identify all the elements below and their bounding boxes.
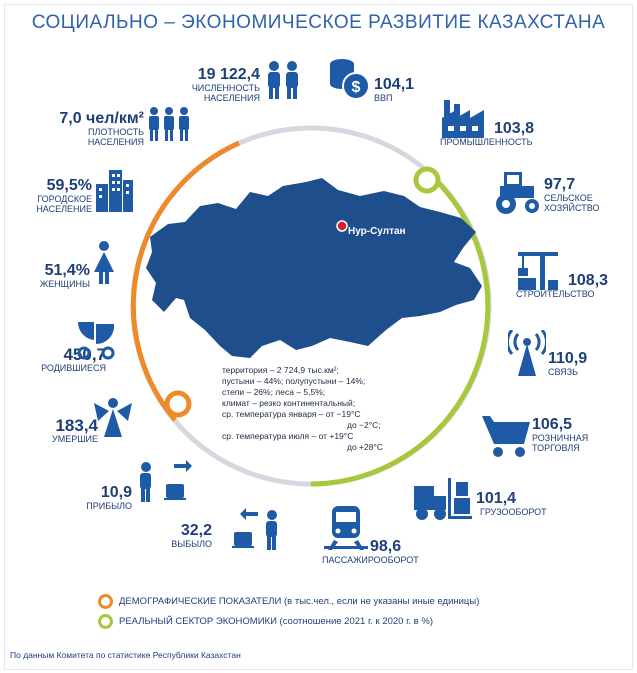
value: 106,5 xyxy=(532,416,573,433)
fact-line: до +28°C xyxy=(347,442,384,452)
fact-line: пустыни – 44%; полупустыни – 14%; xyxy=(222,376,366,386)
indicator-retail xyxy=(532,416,622,453)
indicator-industry xyxy=(440,120,560,147)
value: 108,3 xyxy=(568,272,609,289)
antenna-icon xyxy=(508,330,546,378)
label: СЕЛЬСКОЕ xyxy=(544,193,593,203)
fact-line: до −2°C; xyxy=(347,420,381,430)
label: ХОЗЯЙСТВО xyxy=(544,203,600,213)
value: 101,4 xyxy=(476,490,517,507)
value: 32,2 xyxy=(180,522,212,539)
value: 59,5% xyxy=(46,177,92,194)
value: 19 122,4 xyxy=(197,66,260,83)
value: 10,9 xyxy=(100,484,132,501)
label: СТРОИТЕЛЬСТВО xyxy=(516,289,595,299)
city-icon xyxy=(94,168,134,214)
indicator-agriculture xyxy=(544,176,624,213)
label: ПЛОТНОСТЬ xyxy=(88,127,144,137)
value: 183,4 xyxy=(55,416,98,435)
indicator-cargo xyxy=(476,490,566,517)
label: СВЯЗЬ xyxy=(548,367,579,377)
indicator-women xyxy=(20,262,90,289)
arrival-icon xyxy=(134,460,194,504)
source-footnote: По данным Комитета по статистике Республики Казахстан xyxy=(10,650,241,660)
tractor-icon xyxy=(490,168,546,216)
green-ring-icon xyxy=(98,614,113,629)
value: 51,4% xyxy=(44,262,90,279)
capital-marker xyxy=(337,221,347,231)
density-icon xyxy=(146,104,192,148)
woman-icon xyxy=(92,240,116,286)
population-icon xyxy=(262,58,304,102)
value: 104,1 xyxy=(374,76,415,93)
indicator-passenger xyxy=(322,538,452,565)
fact-line: ср. температура июля – от +19°C xyxy=(222,431,354,441)
legend-text: ДЕМОГРАФИЧЕСКИЕ ПОКАЗАТЕЛИ (в тыс.чел., если не указаны иные единицы) xyxy=(119,596,480,608)
value: 98,6 xyxy=(370,538,402,555)
label: ГРУЗООБОРОТ xyxy=(480,507,547,517)
value: 110,9 xyxy=(548,350,588,367)
fact-line: ср. температура января – от −19°C xyxy=(222,409,361,419)
value: 7,0 чел/км² xyxy=(59,110,144,127)
indicator-arrived xyxy=(62,484,132,511)
legend-demographic xyxy=(98,594,479,609)
indicator-deaths xyxy=(28,417,98,444)
legend-economy xyxy=(98,614,433,629)
indicator-urban xyxy=(14,177,92,214)
fact-line: степи – 26%; леса – 5,5%; xyxy=(222,387,326,397)
geo-facts xyxy=(222,365,402,453)
label: ЧИСЛЕННОСТЬ xyxy=(191,83,260,93)
label: НАСЕЛЕНИЯ xyxy=(203,93,260,103)
kazakhstan-map xyxy=(146,178,482,358)
label: УМЕРШИЕ xyxy=(52,434,98,444)
label: ТОРГОВЛЯ xyxy=(532,443,580,453)
label: ПАССАЖИРООБОРОТ xyxy=(322,555,419,565)
label: НАСЕЛЕНИЯ xyxy=(87,137,144,147)
label: ВВП xyxy=(374,93,393,103)
label: ГОРОДСКОЕ xyxy=(37,194,92,204)
fact-line: территория – 2 724,9 тыс.км²; xyxy=(222,365,339,375)
indicator-density xyxy=(44,110,144,147)
money-icon xyxy=(326,56,370,102)
indicator-population xyxy=(150,66,260,103)
indicator-construction xyxy=(516,272,616,299)
ring-marker-green xyxy=(416,169,438,191)
label: РОЗНИЧНАЯ xyxy=(532,433,589,443)
label: ПРОМЫШЛЕННОСТЬ xyxy=(440,137,533,147)
ring-marker-orange xyxy=(167,393,189,415)
label: НАСЕЛЕНИЕ xyxy=(36,204,92,214)
label: ПРИБЫЛО xyxy=(86,501,132,511)
value: 97,7 xyxy=(544,176,576,193)
page-title: СОЦИАЛЬНО – ЭКОНОМИЧЕСКОЕ РАЗВИТИЕ КАЗАХСТАНА xyxy=(31,12,606,33)
departure-icon xyxy=(228,508,286,552)
indicator-communication xyxy=(548,350,618,377)
forklift-icon xyxy=(412,476,476,524)
orange-ring-icon xyxy=(98,594,113,609)
label: ВЫБЫЛО xyxy=(171,539,212,549)
value: 450,7 xyxy=(63,345,106,364)
label: ЖЕНЩИНЫ xyxy=(39,279,90,289)
svg-text:$: $ xyxy=(351,79,361,96)
indicator-departed xyxy=(152,522,212,549)
legend-text: РЕАЛЬНЫЙ СЕКТОР ЭКОНОМИКИ (соотношение 2021 г. к 2020 г. в %) xyxy=(119,616,433,628)
value: 103,8 xyxy=(494,120,535,137)
capital-label: Нур-Султан xyxy=(348,226,406,237)
stroller-icon xyxy=(72,316,120,362)
fact-line: климат – резко континентальный; xyxy=(222,398,356,408)
angel-icon xyxy=(92,397,134,441)
cart-icon xyxy=(480,414,532,460)
label: РОДИВШИЕСЯ xyxy=(41,363,106,373)
